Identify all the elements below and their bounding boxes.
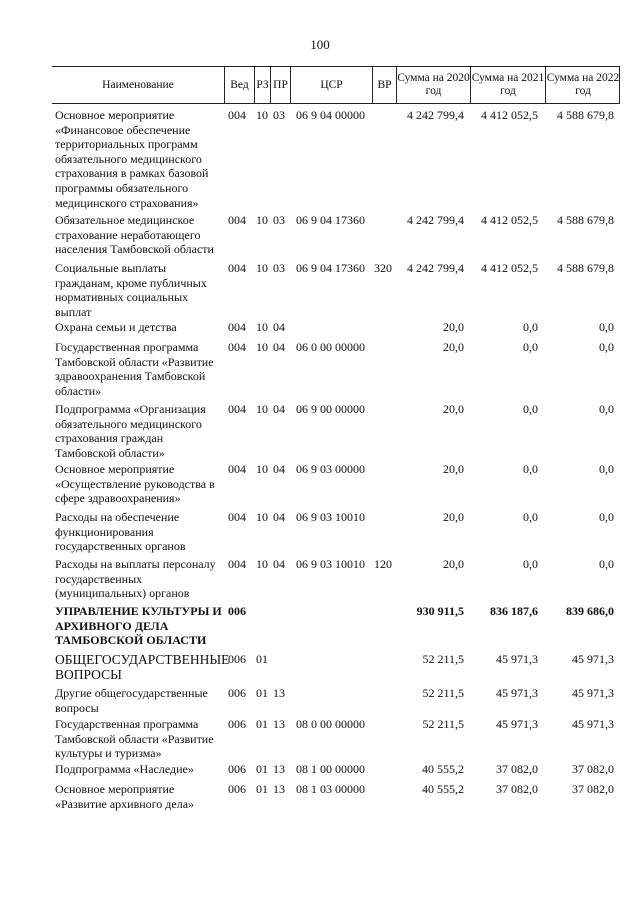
row-name: Основное мероприятие «Осуществление руководства в сфере здравоохранения» [55,462,215,506]
row-sum-2021: 4 412 052,5 [481,108,538,122]
budget-table [52,66,620,811]
row-rz: 01 [256,782,268,796]
row-sum-2021: 4 412 052,5 [481,213,538,227]
row-rz: 01 [256,717,268,731]
row-ved: 004 [228,108,246,122]
row-sum-2020: 20,0 [443,462,464,476]
header-sum-2020: Сумма на 2020 год [396,67,470,103]
row-sum-2021: 0,0 [523,340,538,354]
row-rz: 01 [256,652,268,666]
row-name: Охрана семьи и детства [55,320,177,334]
row-rz: 10 [256,462,268,476]
row-name: Социальные выплаты гражданам, кроме публичных нормативных социальных выплат [55,261,207,319]
row-sum-2020: 52 211,5 [422,652,464,666]
row-vr: 320 [374,261,392,275]
row-pr: 04 [273,320,285,334]
row-pr: 03 [273,108,285,122]
row-ved: 006 [228,782,246,796]
row-sum-2021: 45 971,3 [496,686,538,700]
row-sum-2022: 37 082,0 [572,762,614,776]
row-sum-2020: 52 211,5 [422,686,464,700]
row-ved: 004 [228,510,246,524]
row-sum-2021: 836 187,6 [490,604,538,618]
row-rz: 10 [256,213,268,227]
row-rz: 10 [256,261,268,275]
row-name: Расходы на выплаты персоналу государственных (муниципальных) органов [55,557,216,601]
row-ved: 006 [228,652,246,666]
row-sum-2021: 45 971,3 [496,717,538,731]
row-sum-2020: 52 211,5 [422,717,464,731]
row-sum-2021: 0,0 [523,320,538,334]
row-sum-2020: 20,0 [443,320,464,334]
row-sum-2021: 0,0 [523,510,538,524]
header-csr: ЦСР [290,67,372,103]
row-ved: 004 [228,340,246,354]
row-sum-2022: 0,0 [599,320,614,334]
row-pr: 13 [273,762,285,776]
row-sum-2020: 20,0 [443,340,464,354]
row-sum-2022: 4 588 679,8 [557,261,614,275]
row-rz: 01 [256,762,268,776]
row-csr: 08 0 00 00000 [296,717,365,731]
header-rz: РЗ [254,67,270,103]
row-sum-2020: 4 242 799,4 [407,213,464,227]
row-name: ОБЩЕГОСУДАРСТВЕННЫЕ ВОПРОСЫ [55,652,230,682]
row-ved: 004 [228,213,246,227]
table-header [52,66,620,104]
row-csr: 06 9 04 17360 [296,261,365,275]
row-rz: 10 [256,402,268,416]
row-rz: 10 [256,557,268,571]
row-ved: 006 [228,604,246,618]
row-name: Основное мероприятие «Развитие архивного дела» [55,782,195,811]
row-name: Расходы на обеспечение функционирования государственных органов [55,510,186,554]
row-sum-2021: 0,0 [523,402,538,416]
row-csr: 06 0 00 00000 [296,340,365,354]
row-ved: 004 [228,462,246,476]
header-vr: ВР [372,67,396,103]
row-sum-2020: 4 242 799,4 [407,261,464,275]
row-csr: 08 1 03 00000 [296,782,365,796]
row-rz: 10 [256,320,268,334]
row-csr: 06 9 04 17360 [296,213,365,227]
row-sum-2022: 0,0 [599,340,614,354]
row-sum-2020: 20,0 [443,402,464,416]
row-pr: 13 [273,717,285,731]
row-ved: 006 [228,717,246,731]
row-csr: 06 9 00 00000 [296,402,365,416]
row-sum-2021: 4 412 052,5 [481,261,538,275]
row-rz: 01 [256,686,268,700]
row-sum-2021: 0,0 [523,557,538,571]
row-sum-2022: 37 082,0 [572,782,614,796]
row-csr: 06 9 03 10010 [296,510,365,524]
row-csr: 08 1 00 00000 [296,762,365,776]
row-name: Подпрограмма «Организация обязательного медицинского страхования граждан Тамбовской области» [55,402,206,460]
page-number: 100 [310,37,330,52]
row-sum-2020: 40 555,2 [422,762,464,776]
row-sum-2022: 0,0 [599,557,614,571]
row-name: Государственная программа Тамбовской области «Развитие здравоохранения Тамбовской области» [55,340,214,398]
row-sum-2020: 4 242 799,4 [407,108,464,122]
row-rz: 10 [256,340,268,354]
row-pr: 03 [273,261,285,275]
row-pr: 04 [273,557,285,571]
row-sum-2022: 0,0 [599,510,614,524]
row-ved: 006 [228,762,246,776]
row-sum-2022: 4 588 679,8 [557,213,614,227]
header-ved: Вед [224,67,254,103]
row-sum-2021: 37 082,0 [496,762,538,776]
row-name: Государственная программа Тамбовской области «Развитие культуры и туризма» [55,717,214,761]
row-name: УПРАВЛЕНИЕ КУЛЬТУРЫ И АРХИВНОГО ДЕЛА ТАМБОВСКОЙ ОБЛАСТИ [55,604,222,648]
row-csr: 06 9 03 10010 [296,557,365,571]
row-ved: 004 [228,261,246,275]
header-sum-2021: Сумма на 2021 год [470,67,545,103]
row-pr: 13 [273,686,285,700]
row-rz: 10 [256,108,268,122]
row-sum-2022: 0,0 [599,462,614,476]
row-sum-2020: 20,0 [443,510,464,524]
row-pr: 04 [273,402,285,416]
header-pr: ПР [270,67,290,103]
row-sum-2021: 37 082,0 [496,782,538,796]
row-ved: 004 [228,320,246,334]
row-name: Обязательное медицинское страхование неработающего населения Тамбовской области [55,213,214,257]
row-pr: 03 [273,213,285,227]
row-sum-2022: 0,0 [599,402,614,416]
row-pr: 04 [273,340,285,354]
row-pr: 04 [273,462,285,476]
row-sum-2020: 930 911,5 [416,604,464,618]
row-sum-2021: 45 971,3 [496,652,538,666]
row-sum-2020: 40 555,2 [422,782,464,796]
row-sum-2020: 20,0 [443,557,464,571]
row-sum-2022: 45 971,3 [572,686,614,700]
header-sum-2022: Сумма на 2022 год [545,67,620,103]
row-sum-2022: 839 686,0 [566,604,614,618]
row-rz: 10 [256,510,268,524]
row-ved: 006 [228,686,246,700]
row-sum-2022: 45 971,3 [572,652,614,666]
row-csr: 06 9 04 00000 [296,108,365,122]
row-name: Подпрограмма «Наследие» [55,762,194,776]
row-pr: 13 [273,782,285,796]
row-csr: 06 9 03 00000 [296,462,365,476]
row-ved: 004 [228,557,246,571]
row-name: Другие общегосударственные вопросы [55,686,208,715]
row-pr: 04 [273,510,285,524]
header-name: Наименование [102,78,174,91]
row-sum-2021: 0,0 [523,462,538,476]
row-sum-2022: 45 971,3 [572,717,614,731]
row-vr: 120 [374,557,392,571]
row-sum-2022: 4 588 679,8 [557,108,614,122]
row-ved: 004 [228,402,246,416]
row-name: Основное мероприятие «Финансовое обеспечение территориальных программ обязательного медицинского страхования в рамках базовой программы обязательного медицинского страхования» [55,108,209,210]
